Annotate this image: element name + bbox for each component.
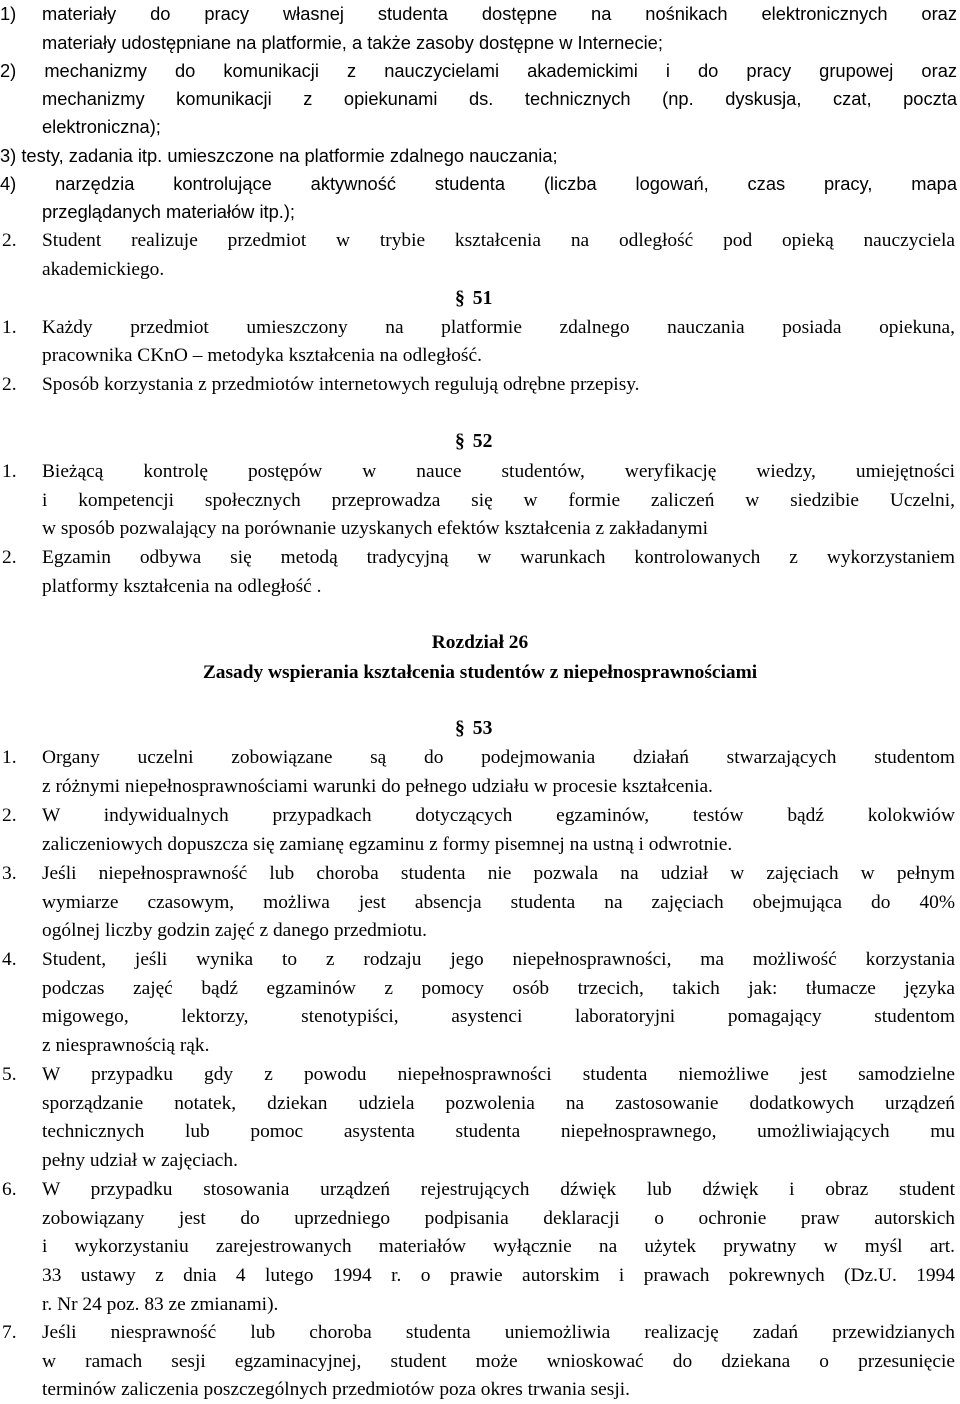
list-item-line: w ramach sesji egzaminacyjnej, student może wnioskować do dziekana o przesunięcie bbox=[42, 1350, 955, 1372]
paragraph-line: akademickiego. bbox=[42, 259, 165, 280]
list-item-line: zaliczeniowych dopuszcza się zamianę egzaminu z formy pisemnej na ustną i odwrotnie. bbox=[42, 833, 733, 855]
paragraph-number: 2. bbox=[2, 230, 17, 251]
list-item-number: 2. bbox=[2, 805, 17, 826]
section-heading-52 bbox=[455, 427, 492, 456]
list-item-number: 3. bbox=[2, 863, 17, 884]
list-item-3-line-1: 3) testy, zadania itp. umieszczone na platformie zdalnego nauczania; bbox=[0, 145, 558, 166]
list-item-2-line-1: 2) mechanizmy do komunikacji z nauczycielami akademickimi i do pracy grupowej oraz bbox=[0, 60, 957, 81]
list-item-line: Student, jeśli wynika to z rodzaju jego niepełnosprawności, ma możliwość korzystania bbox=[42, 949, 955, 970]
section-number: 53 bbox=[472, 718, 493, 739]
section-heading-53 bbox=[455, 714, 492, 743]
list-item-line: wymiarze czasowym, możliwa jest absencja studenta na zajęciach obejmująca do 40% bbox=[42, 891, 955, 913]
list-item-2-line-3: elektroniczna); bbox=[42, 116, 161, 137]
section-number: 51 bbox=[472, 288, 493, 309]
list-item-number: 6. bbox=[2, 1179, 17, 1200]
list-item-line: migowego, lektorzy, stenotypiści, asystenci laboratoryjni pomagający studentom bbox=[42, 1006, 955, 1028]
list-item-number: 7. bbox=[2, 1322, 17, 1343]
list-item-line: z niesprawnością rąk. bbox=[42, 1035, 210, 1057]
paragraph-line: w sposób pozwalający na porównanie uzyskanych efektów kształcenia z zakładanymi bbox=[42, 518, 709, 539]
section-heading-51 bbox=[455, 284, 492, 313]
section-number: 52 bbox=[472, 431, 493, 452]
chapter-subtitle: Zasady wspierania kształcenia studentów z niepełnosprawnościami bbox=[202, 662, 758, 683]
list-item-line: zobowiązany jest do uprzedniego podpisania deklaracji o ochronie praw autorskich bbox=[42, 1207, 955, 1229]
paragraph-line: platformy kształcenia na odległość . bbox=[42, 576, 322, 597]
list-item-line: podczas zajęć bądź egzaminów z pomocy osób trzecich, takich jak: tłumacze języka bbox=[42, 977, 955, 999]
paragraph-number: 2. bbox=[2, 547, 17, 568]
list-item-4-line-2: przeglądanych materiałów itp.); bbox=[42, 201, 296, 222]
paragraph-line: i kompetencji społecznych przeprowadza się w formie zaliczeń w siedzibie Uczelni, bbox=[42, 490, 955, 511]
paragraph-number: 1. bbox=[2, 317, 17, 338]
list-item-4-line-1: 4) narzędzia kontrolujące aktywność studenta (liczba logowań, czas pracy, mapa bbox=[0, 173, 957, 194]
list-item-line: W przypadku stosowania urządzeń rejestrujących dźwięk lub dźwięk i obraz student bbox=[42, 1179, 955, 1200]
section-symbol: § bbox=[455, 288, 465, 309]
list-item-1-number: 1) bbox=[0, 3, 17, 24]
list-item-number: 4. bbox=[2, 949, 17, 970]
list-item-line: Jeśli niepełnosprawność lub choroba studenta nie pozwala na udział w zajęciach w pełnym bbox=[42, 863, 955, 884]
list-item-line: Organy uczelni zobowiązane są do podejmowania działań stwarzających studentom bbox=[42, 747, 955, 768]
list-item-line: technicznych lub pomoc asystenta studenta niepełnosprawnego, umożliwiających mu bbox=[42, 1121, 955, 1143]
section-symbol: § bbox=[455, 718, 465, 739]
list-item-line: z różnymi niepełnosprawnościami warunki do pełnego udziału w procesie kształcenia. bbox=[42, 775, 713, 797]
list-item-line: r. Nr 24 poz. 83 ze zmianami). bbox=[42, 1293, 279, 1315]
list-item-line: W przypadku gdy z powodu niepełnosprawności studenta niemożliwe jest samodzielne bbox=[42, 1064, 955, 1085]
list-item-number: 5. bbox=[2, 1064, 17, 1085]
list-item-2-line-2: mechanizmy komunikacji z opiekunami ds. technicznych (np. dyskusja, czat, poczta bbox=[42, 88, 957, 109]
list-item-line: Jeśli niesprawność lub choroba studenta uniemożliwia realizację zadań przewidzianych bbox=[42, 1322, 955, 1343]
paragraph-line: pracownika CKnO – metodyka kształcenia na odległość. bbox=[42, 345, 482, 366]
list-item-line: i wykorzystaniu zarejestrowanych materiałów wyłącznie na użytek prywatny w myśl art. bbox=[42, 1236, 955, 1258]
list-item-line: ogólnej liczby godzin zajęć z danego przedmiotu. bbox=[42, 920, 427, 942]
section-symbol: § bbox=[455, 431, 465, 452]
list-item-line: terminów zaliczenia poszczególnych przedmiotów poza okres trwania sesji. bbox=[42, 1379, 630, 1401]
list-item-1-line-1: materiały do pracy własnej studenta dostępne na nośnikach elektronicznych oraz bbox=[42, 3, 957, 24]
list-item-1-line-2: materiały udostępniane na platformie, a także zasoby dostępne w Internecie; bbox=[42, 32, 663, 53]
list-item-line: 33 ustawy z dnia 4 lutego 1994 r. o prawie autorskim i prawach pokrewnych (Dz.U. 1994 bbox=[42, 1265, 955, 1287]
chapter-title: Rozdział 26 bbox=[431, 632, 529, 653]
paragraph-number: 2. bbox=[2, 374, 17, 395]
paragraph-line: Sposób korzystania z przedmiotów internetowych regulują odrębne przepisy. bbox=[42, 374, 640, 395]
list-item-number: 1. bbox=[2, 747, 17, 768]
paragraph-line: Bieżącą kontrolę postępów w nauce studentów, weryfikację wiedzy, umiejętności bbox=[42, 461, 955, 482]
paragraph-line: Egzamin odbywa się metodą tradycyjną w warunkach kontrolowanych z wykorzystaniem bbox=[42, 547, 955, 568]
paragraph-line: Student realizuje przedmiot w trybie kształcenia na odległość pod opieką nauczyciela bbox=[42, 230, 955, 251]
list-item-line: pełny udział w zajęciach. bbox=[42, 1150, 238, 1172]
list-item-line: sporządzanie notatek, dziekan udziela pozwolenia na zastosowanie dodatkowych urządzeń bbox=[42, 1092, 955, 1114]
list-item-line: W indywidualnych przypadkach dotyczących egzaminów, testów bądź kolokwiów bbox=[42, 805, 955, 826]
paragraph-number: 1. bbox=[2, 461, 17, 482]
paragraph-line: Każdy przedmiot umieszczony na platformie zdalnego nauczania posiada opiekuna, bbox=[42, 317, 955, 338]
